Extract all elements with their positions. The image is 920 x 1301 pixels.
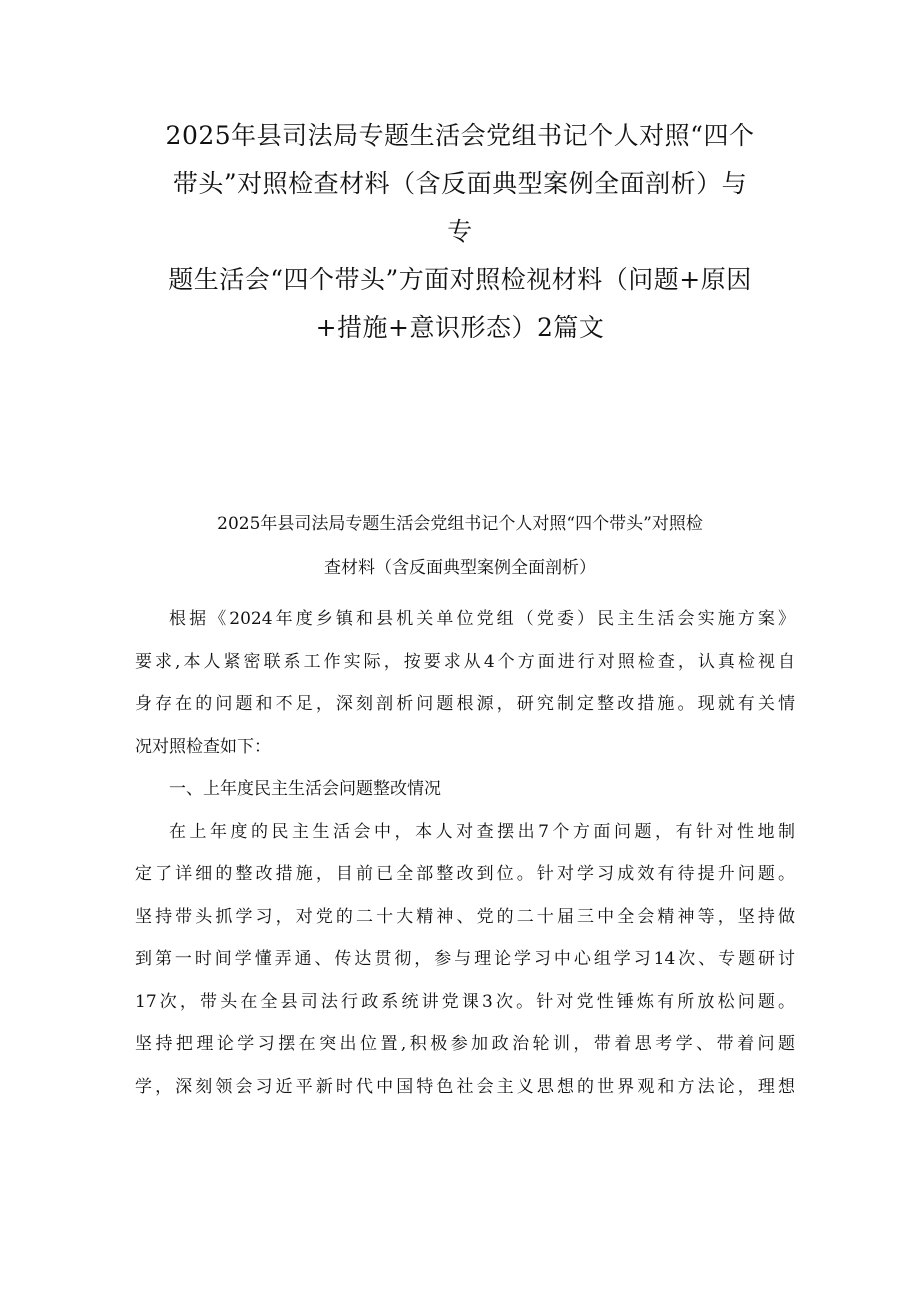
paragraph-line: 身存在的问题和不足，深刻剖析问题根源，研究制定整改措施。现就有关情 (135, 694, 795, 714)
main-title-line: 2025年县司法局专题生活会党组书记个人对照“四个 (165, 121, 755, 150)
section-title-line: 查材料（含反面典型案例全面剖析） (324, 558, 596, 578)
paragraph-line: 要求,本人紧密联系工作实际，按要求从4个方面进行对照检查，认真检视自 (135, 651, 795, 672)
main-title-line: 题生活会“四个带头”方面对照检视材料（问题+原因 (168, 265, 752, 294)
paragraph-line: 坚持把理论学习摆在突出位置,积极参加政治轮训，带着思考学、带着问题 (135, 1034, 795, 1054)
paragraph-line: 根据《2024年度乡镇和县机关单位党组（党委）民主生活会实施方案》 (169, 609, 795, 629)
document-main-title (120, 112, 800, 352)
main-title-line: +措施+意识形态）2篇文 (315, 313, 605, 342)
document-body (135, 598, 795, 1108)
paragraph-line: 17次，带头在全县司法行政系统讲党课3次。针对党性锤炼有所放松问题。 (135, 991, 795, 1012)
section-title (140, 502, 780, 590)
paragraph-line: 学，深刻领会习近平新时代中国特色社会主义思想的世界观和方法论，理想 (135, 1076, 795, 1097)
main-title-line: 带头”对照检查材料（含反面典型案例全面剖析）与 (172, 169, 748, 198)
main-title-line: 专 (447, 217, 473, 246)
paragraph-line: 定了详细的整改措施，目前已全部整改到位。针对学习成效有待提升问题。 (135, 864, 795, 884)
section-title-line: 2025年县司法局专题生活会党组书记个人对照“四个带头”对照检 (217, 514, 703, 534)
paragraph-line: 坚持带头抓学习，对党的二十大精神、党的二十届三中全会精神等，坚持做 (135, 906, 795, 927)
paragraph-line: 在上年度的民主生活会中，本人对查摆出7个方面问题，有针对性地制 (169, 821, 795, 842)
paragraph-line: 到第一时间学懂弄通、传达贯彻，参与理论学习中心组学习14次、专题研讨 (135, 949, 795, 969)
section-heading: 一、上年度民主生活会问题整改情况 (169, 779, 441, 799)
paragraph-line: 况对照检查如下： (135, 736, 271, 757)
